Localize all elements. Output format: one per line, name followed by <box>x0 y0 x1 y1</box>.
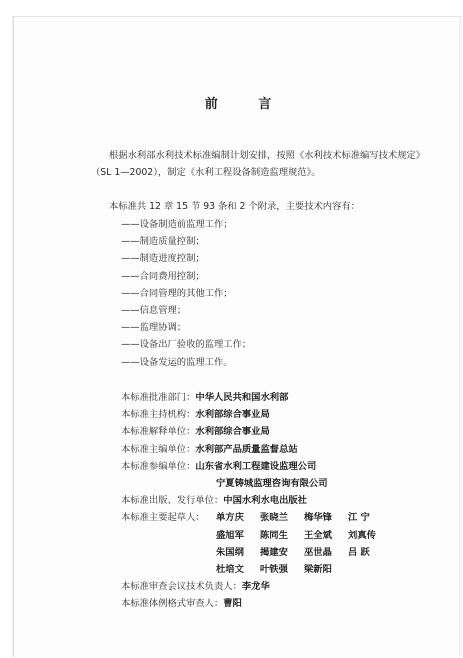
editor-value: 水利部产品质量监督总站 <box>195 443 298 455</box>
drafter-name: 揭建安 <box>260 546 288 558</box>
host-label: 本标准主持机构： <box>121 409 196 421</box>
participant-value-1: 山东省水利工程建设监理公司 <box>195 460 317 472</box>
drafter-name: 梁新阳 <box>304 564 332 576</box>
drafter-name: 王全斌 <box>304 529 332 541</box>
participant-row <box>121 458 451 475</box>
approve-row <box>121 389 451 406</box>
list-item: ——监理协调； <box>121 322 187 334</box>
publisher-row <box>121 492 451 509</box>
drafters-row-2 <box>121 527 451 544</box>
interpret-value: 水利部综合事业局 <box>195 426 270 438</box>
editor-label: 本标准主编单位： <box>121 443 196 455</box>
list-item: ——制造质量控制； <box>121 236 205 248</box>
list-item: ——设备出厂验收的监理工作； <box>121 339 252 351</box>
format-row <box>121 595 451 612</box>
participant-label: 本标准参编单位： <box>121 460 196 472</box>
approve-value: 中华人民共和国水利部 <box>195 392 289 403</box>
format-value: 曹阳 <box>223 598 242 610</box>
drafter-name: 陈同生 <box>260 529 288 541</box>
page-title: 前 言 <box>204 97 290 112</box>
publisher-label: 本标准出版、发行单位： <box>121 495 224 507</box>
format-label: 本标准体例格式审查人： <box>121 598 224 610</box>
drafter-name: 刘真传 <box>348 529 376 541</box>
drafter-name: 梅华锋 <box>304 512 332 524</box>
page-edge-shade <box>459 17 462 657</box>
approve-label: 本标准批准部门： <box>121 392 196 403</box>
intro-paragraph: 根据水利部水利技术标准编制计划安排，按照《水利技术标准编写技术规定》（SL 1—2002），制定《水利工程设备制造监理规范》。 <box>91 150 421 179</box>
drafter-name: 叶铁强 <box>260 564 288 576</box>
drafter-name <box>348 561 388 578</box>
drafter-name: 杜培文 <box>216 564 244 576</box>
drafter-name: 盛旭军 <box>216 529 244 541</box>
interpret-row <box>121 423 451 440</box>
review-label: 本标准审查会议技术负责人： <box>121 581 242 593</box>
standard-metadata <box>121 389 451 613</box>
list-item: ——设备发运的监理工作。 <box>121 356 233 368</box>
drafters-row-1 <box>121 509 451 526</box>
contents-summary-paragraph: 本标准共 12 章 15 节 93 条和 2 个附录，主要技术内容有： <box>109 201 360 212</box>
document-page <box>13 16 462 657</box>
drafter-name: 巫世晶 <box>304 546 332 558</box>
drafters-row-4 <box>121 561 451 578</box>
review-row <box>121 578 451 595</box>
list-item: ——合同费用控制； <box>121 270 205 282</box>
drafters-row-3 <box>121 544 451 561</box>
host-value: 水利部综合事业局 <box>195 409 270 421</box>
drafter-name: 张晓兰 <box>260 512 288 524</box>
list-item: ——制造进度控制； <box>121 253 205 265</box>
list-item: ——信息管理； <box>121 305 187 317</box>
drafter-name: 朱国纲 <box>216 546 244 558</box>
drafter-name: 单方庆 <box>216 512 244 524</box>
review-value: 李龙华 <box>241 581 270 593</box>
interpret-label: 本标准解释单位： <box>121 426 196 438</box>
drafter-name: 江 宁 <box>348 512 370 524</box>
editor-row <box>121 441 451 458</box>
drafters-label: 本标准主要起草人： <box>121 512 205 524</box>
technical-contents-list <box>121 216 421 371</box>
drafter-name: 吕 跃 <box>348 546 370 558</box>
participant-value-2: 宁夏铸城监理咨询有限公司 <box>216 478 328 490</box>
publisher-value: 中国水利水电出版社 <box>223 495 307 507</box>
list-item: ——合同管理的其他工作； <box>121 287 233 299</box>
host-row <box>121 406 451 423</box>
participant-row-2 <box>121 475 451 492</box>
list-item: ——设备制造前监理工作； <box>121 219 233 230</box>
